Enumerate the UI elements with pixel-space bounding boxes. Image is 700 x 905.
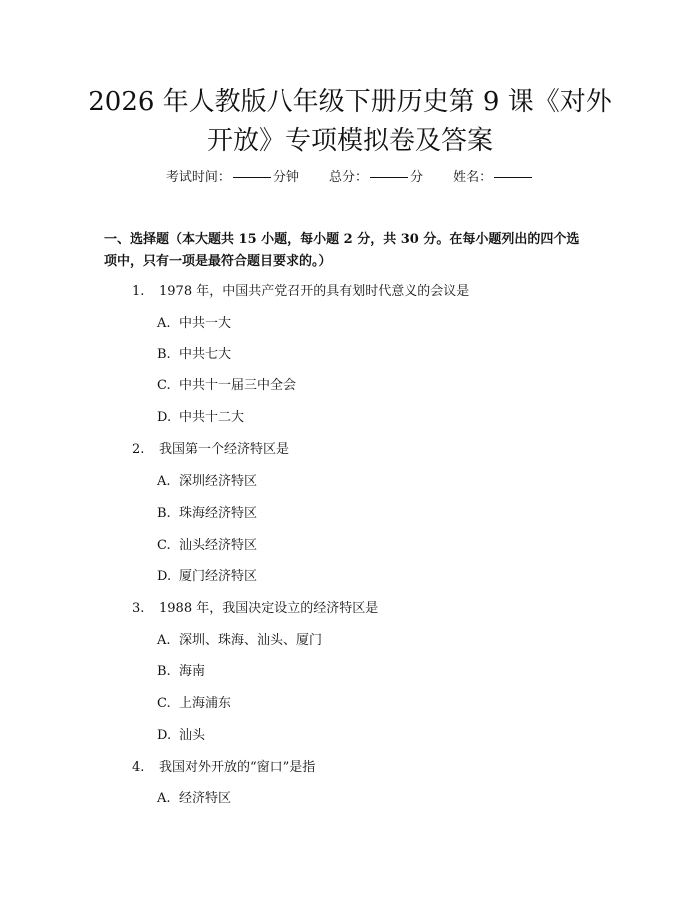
total-score-blank xyxy=(370,177,408,178)
question-2-option-c xyxy=(157,536,257,556)
total-score-unit: 分 xyxy=(410,170,424,185)
option-letter: D. xyxy=(157,728,172,743)
question-1-option-d xyxy=(157,408,244,428)
question-number: 4. xyxy=(132,760,145,775)
option-text: 深圳经济特区 xyxy=(179,474,258,489)
question-number: 1. xyxy=(132,284,145,299)
student-name-blank xyxy=(494,177,532,178)
option-letter: D. xyxy=(157,569,172,584)
question-1-option-c xyxy=(157,376,296,396)
question-2-option-d xyxy=(157,567,257,587)
question-2-option-b xyxy=(157,504,257,524)
option-letter: B. xyxy=(157,347,171,362)
option-text: 中共十一届三中全会 xyxy=(179,378,297,393)
page-title-line-2: 开放》专项模拟卷及答案 xyxy=(206,126,493,156)
question-3-option-d xyxy=(157,726,205,746)
total-score xyxy=(329,170,423,185)
question-3 xyxy=(132,599,378,619)
option-letter: D. xyxy=(157,410,172,425)
section-heading-line-2: 项中，只有一项是最符合题目要求的。） xyxy=(104,254,332,269)
question-1 xyxy=(132,282,469,302)
question-1-option-b xyxy=(157,345,231,365)
option-text: 厦门经济特区 xyxy=(179,569,258,584)
option-letter: C. xyxy=(157,538,171,553)
option-text: 中共一大 xyxy=(179,316,232,331)
option-letter: C. xyxy=(157,696,171,711)
exam-time xyxy=(166,170,299,185)
student-name-label: 姓名： xyxy=(453,170,493,185)
option-text: 中共十二大 xyxy=(179,410,245,425)
question-text: 1988 年，我国决定设立的经济特区是 xyxy=(159,601,379,616)
option-letter: A. xyxy=(157,791,171,806)
option-text: 上海浦东 xyxy=(179,696,232,711)
option-letter: A. xyxy=(157,633,171,648)
page-title-line-1: 2026 年人教版八年级下册历史第 9 课《对外 xyxy=(88,87,612,117)
question-1-option-a xyxy=(157,314,231,334)
option-letter: B. xyxy=(157,664,171,679)
exam-time-label: 考试时间： xyxy=(165,170,231,185)
question-number: 3. xyxy=(132,601,145,616)
option-text: 汕头 xyxy=(179,728,206,743)
option-letter: B. xyxy=(157,506,171,521)
total-score-label: 总分： xyxy=(328,170,368,185)
option-text: 经济特区 xyxy=(179,791,232,806)
exam-meta xyxy=(0,168,700,188)
option-text: 珠海经济特区 xyxy=(179,506,258,521)
question-4 xyxy=(132,758,315,778)
exam-time-blank xyxy=(233,177,271,178)
question-number: 2. xyxy=(132,442,145,457)
question-3-option-c xyxy=(157,694,231,714)
question-text: 1978 年，中国共产党召开的具有划时代意义的会议是 xyxy=(159,284,470,299)
exam-time-unit: 分钟 xyxy=(272,170,299,185)
option-text: 深圳、珠海、汕头、厦门 xyxy=(179,633,323,648)
question-3-option-a xyxy=(157,631,322,651)
question-4-option-a xyxy=(157,789,231,809)
question-2 xyxy=(132,440,289,460)
option-letter: C. xyxy=(157,378,171,393)
option-text: 中共七大 xyxy=(179,347,232,362)
option-text: 海南 xyxy=(179,664,206,679)
option-text: 汕头经济特区 xyxy=(179,538,258,553)
section-heading-line-1: 一、选择题（本大题共 15 小题，每小题 2 分，共 30 分。在每小题列出的四个选 xyxy=(104,232,580,247)
question-2-option-a xyxy=(157,472,257,492)
student-name xyxy=(453,170,534,185)
question-text: 我国第一个经济特区是 xyxy=(159,442,290,457)
option-letter: A. xyxy=(157,316,171,331)
option-letter: A. xyxy=(157,474,171,489)
question-text: 我国对外开放的“窗口”是指 xyxy=(159,760,316,775)
question-3-option-b xyxy=(157,662,205,682)
